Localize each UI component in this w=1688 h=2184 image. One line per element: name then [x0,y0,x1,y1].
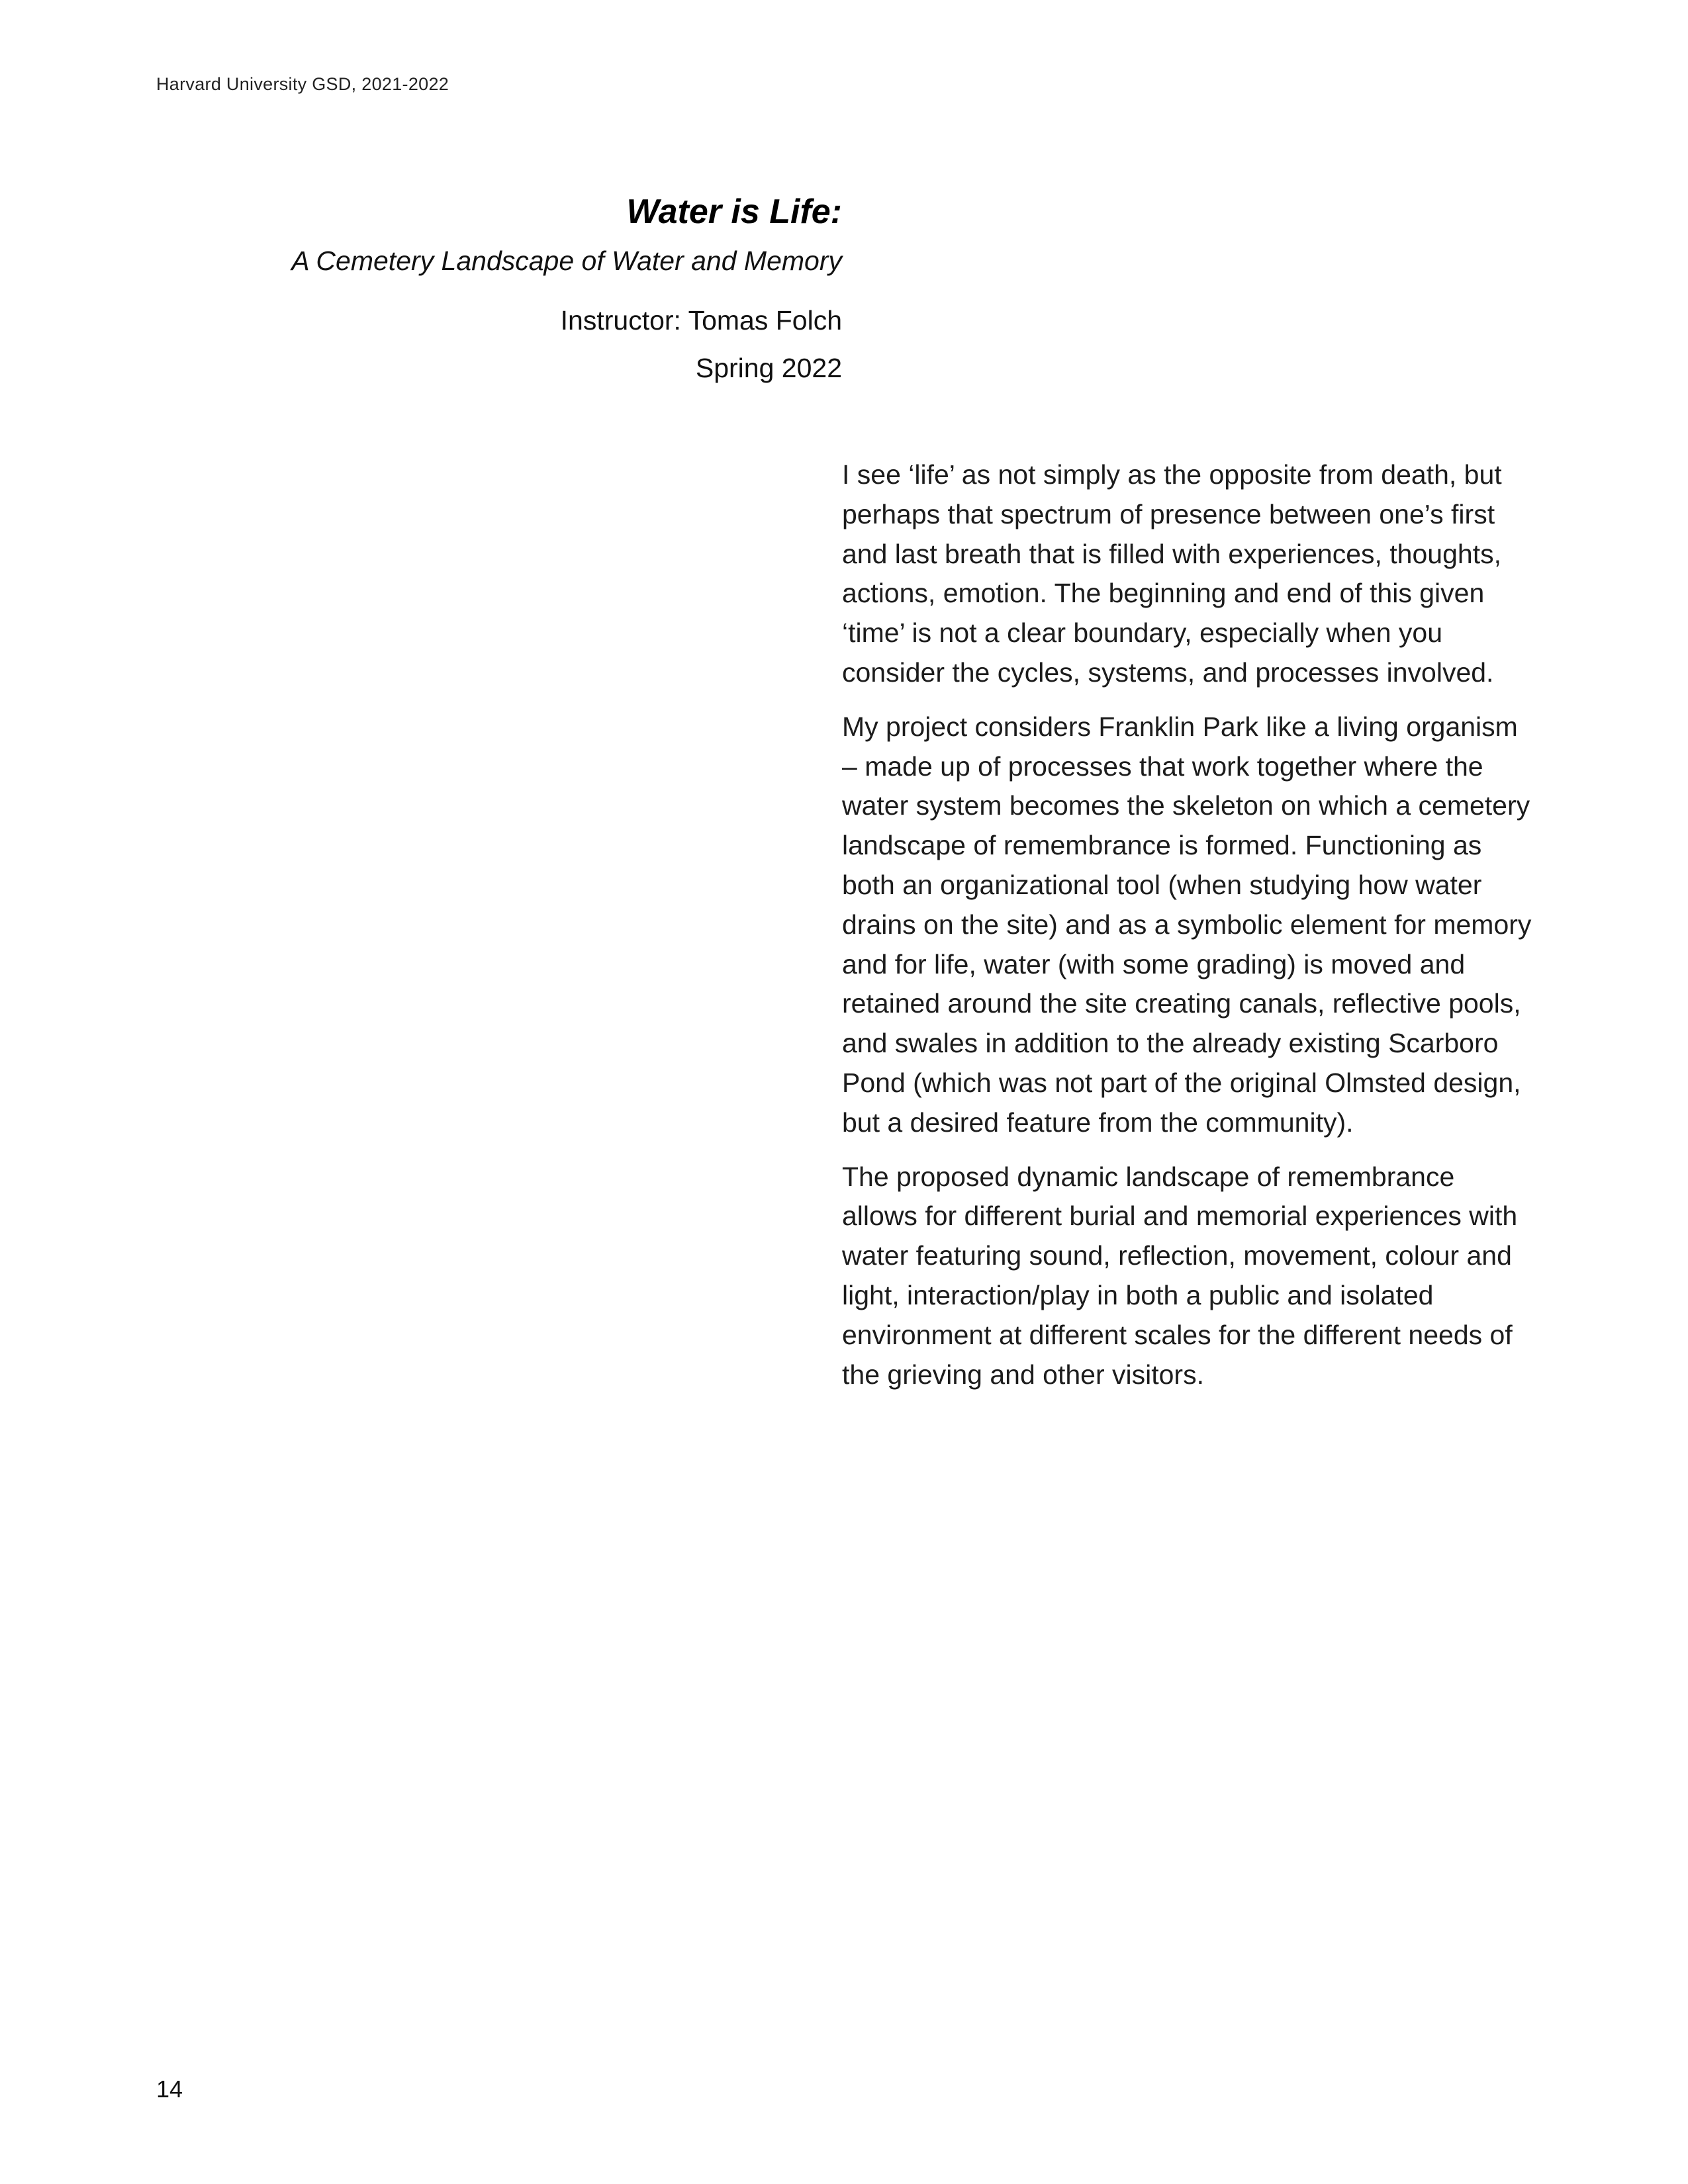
paragraph-2: My project considers Franklin Park like a living organism – made up of processes that work together where the water system becomes the skeleton on which a cemetery landscape of remembrance is formed. Functioning as both an organizational tool (when studying how water drains on the site) and as a symbolic element for memory and for life, water (with some grading) is moved and retained around the site creating canals, reflective pools, and swales in addition to the already existing Scarboro Pond (which was not part of the original Olmsted design, but a desired feature from the community). [842,711,1532,1138]
page-number: 14 [156,2075,183,2103]
project-description [842,455,1537,1409]
paragraph-3: The proposed dynamic landscape of remembrance allows for different burial and memorial experiences with water featuring sound, reflection, movement, colour and light, interaction/play in both a public and isolated environment at different scales for the different needs of the grieving and other visitors. [842,1161,1518,1390]
instructor-line: Instructor: Tomas Folch [560,305,842,336]
term-line: Spring 2022 [695,353,842,383]
project-title: Water is Life: [626,193,842,231]
running-header: Harvard University GSD, 2021-2022 [156,74,449,94]
project-subtitle: A Cemetery Landscape of Water and Memory [291,246,842,276]
paragraph-1: I see ‘life’ as not simply as the opposite from death, but perhaps that spectrum of presence between one’s first and last breath that is filled with experiences, thoughts, actions, emotion. The beginning and end of this given ‘time’ is not a clear boundary, especially when you consider the cycles, systems, and processes involved. [842,459,1502,688]
project-title-block [199,188,842,392]
